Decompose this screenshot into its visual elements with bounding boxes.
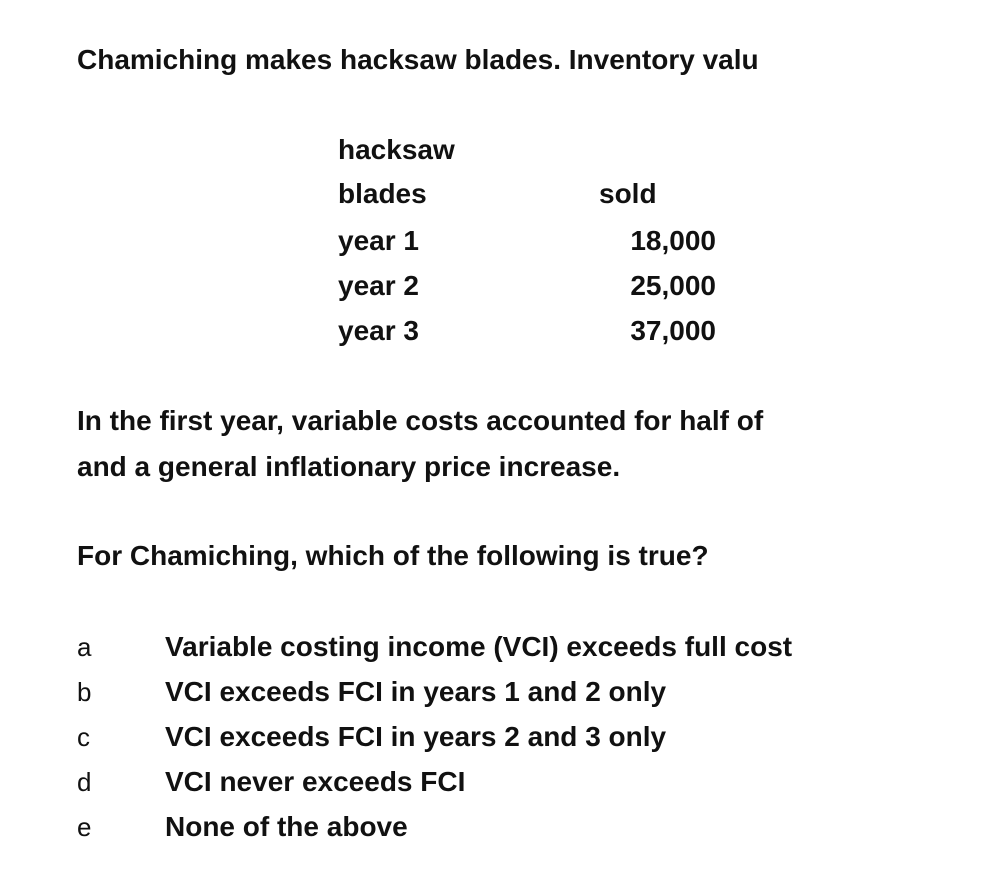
option-letter: a: [77, 632, 92, 662]
table-row-sold: 25,000: [630, 270, 716, 301]
option-text: VCI exceeds FCI in years 1 and 2 only: [165, 676, 667, 707]
table-row-label: year 3: [338, 315, 419, 346]
option-text: VCI never exceeds FCI: [165, 766, 466, 797]
option-text: VCI exceeds FCI in years 2 and 3 only: [165, 721, 667, 752]
table-row-label: year 2: [338, 270, 419, 301]
option-letter: e: [77, 812, 92, 842]
option-letter: c: [77, 722, 90, 752]
option-text: None of the above: [165, 811, 408, 842]
paragraph-line1: In the first year, variable costs accounted for half of: [77, 405, 764, 436]
table-header-product-line2: blades: [338, 178, 427, 209]
table-row-sold: 18,000: [630, 225, 716, 256]
table-row-sold: 37,000: [630, 315, 716, 346]
table-row-label: year 1: [338, 225, 419, 256]
paragraph-line2: and a general inflationary price increase.: [77, 451, 621, 482]
table-header-sold: sold: [599, 178, 657, 209]
table-header-product-line1: hacksaw: [338, 134, 455, 165]
intro-line: Chamiching makes hacksaw blades. Inventory valu: [77, 44, 759, 75]
option-letter: d: [77, 767, 92, 797]
option-letter: b: [77, 677, 92, 707]
option-text: Variable costing income (VCI) exceeds full cost: [165, 631, 793, 662]
question-text: For Chamiching, which of the following is true?: [77, 540, 709, 571]
